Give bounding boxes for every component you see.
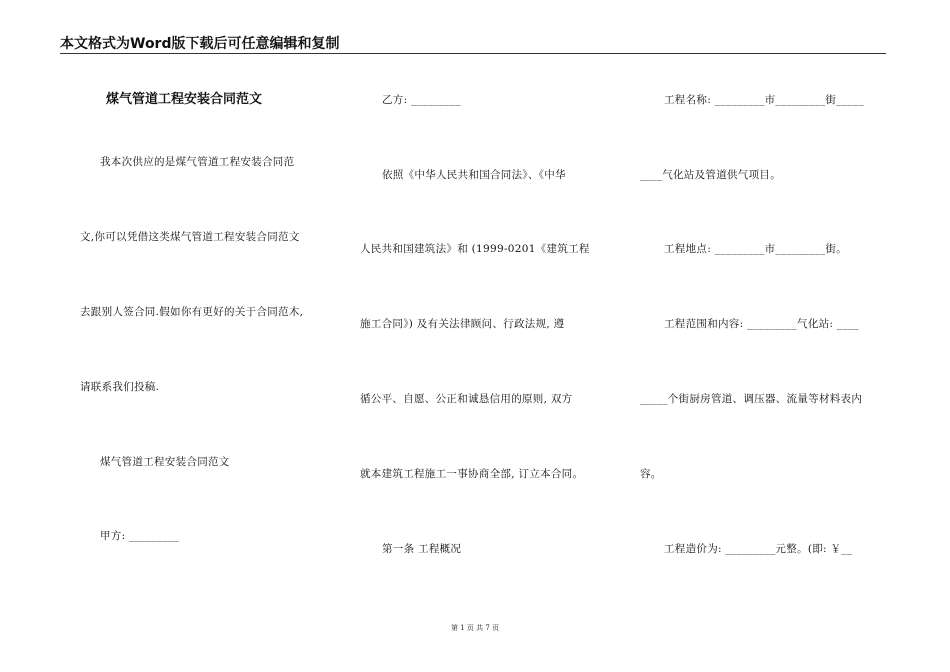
paragraph-line: _____个街厨房管道、调压器、流量等材料表内	[640, 393, 863, 405]
paragraph-line: 文,你可以凭借这类煤气管道工程安装合同范文	[80, 231, 300, 243]
project-name-line: 工程名称: _________市_________街_____	[664, 94, 864, 106]
paragraph-line: ____气化站及管道供气项目。	[640, 169, 781, 181]
paragraph-line: 容。	[640, 468, 662, 480]
document-title: 煤气管道工程安装合同范文	[106, 92, 263, 107]
paragraph-line: 就本建筑工程施工一事协商全部, 订立本合同。	[360, 468, 584, 480]
party-a-line: 甲方: _________	[100, 530, 180, 542]
page-number-footer: 第 1 页 共 7 页	[450, 624, 500, 632]
header-text: 本文格式为Word版下载后可任意编辑和复制	[60, 36, 340, 52]
paragraph-line: 施工合同》) 及有关法律顾问、行政法规, 遵	[360, 318, 565, 330]
project-location-line: 工程地点: _________市_________街。	[664, 243, 847, 255]
paragraph-line: 我本次供应的是煤气管道工程安装合同范	[100, 156, 295, 168]
paragraph-line: 依照《中华人民共和国合同法》、《中华	[382, 169, 566, 181]
project-cost-line: 工程造价为: _________元整。(即: ￥__	[664, 543, 853, 555]
paragraph-line: 循公平、自愿、公正和诚恳信用的原则, 双方	[360, 393, 573, 405]
section-heading: 煤气管道工程安装合同范文	[100, 456, 230, 468]
party-b-line: 乙方: _________	[382, 94, 462, 106]
paragraph-line: 请联系我们投稿.	[80, 381, 160, 393]
project-scope-line: 工程范围和内容: _________气化站: ____	[664, 318, 860, 330]
paragraph-line: 人民共和国建筑法》和 (1999-0201《建筑工程	[360, 243, 590, 255]
article-heading: 第一条 工程概况	[382, 543, 462, 555]
paragraph-line: 去跟别人签合同.假如你有更好的关于合同范木,	[80, 306, 304, 318]
